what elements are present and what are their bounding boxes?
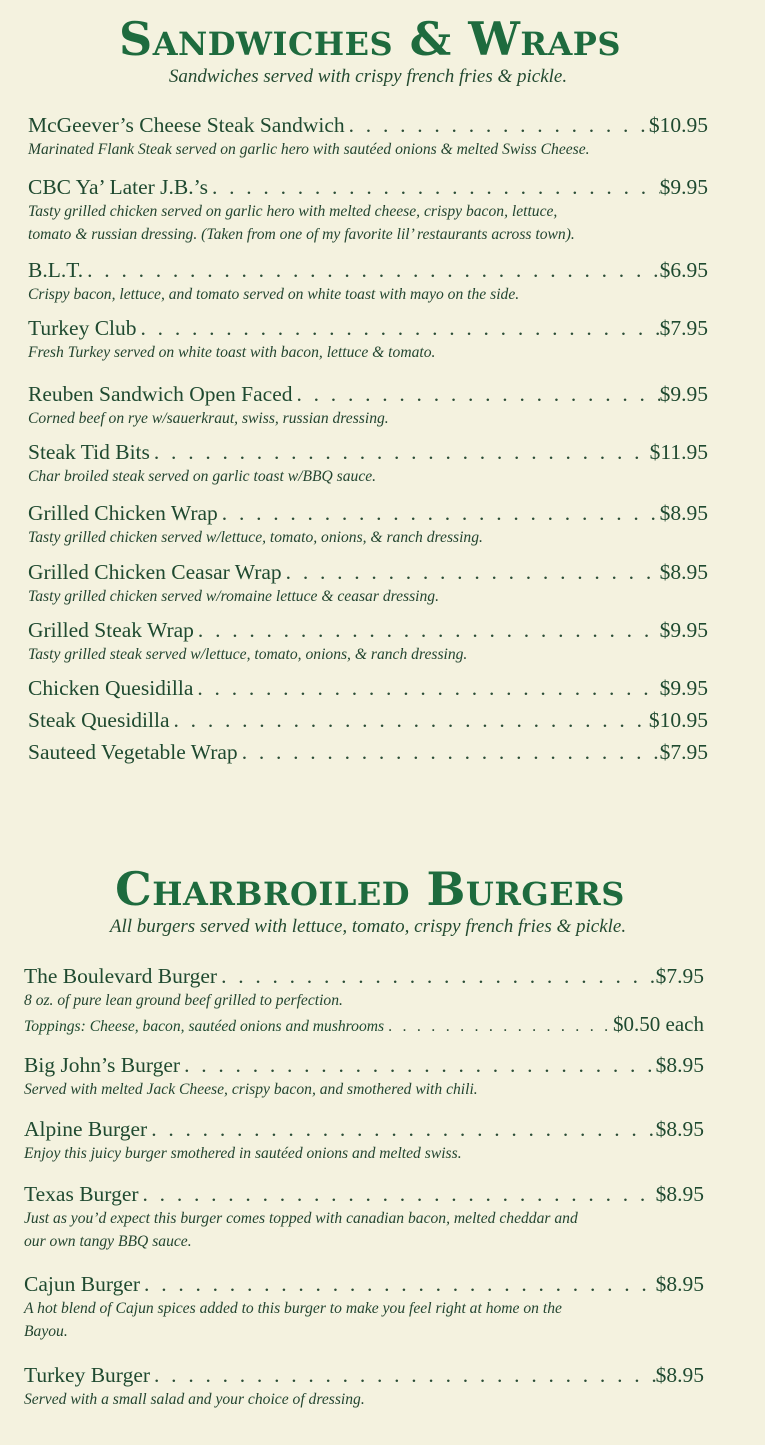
menu-item-description: [28, 585, 708, 608]
menu-item-price: $7.95: [659, 316, 708, 340]
dot-leader: [218, 501, 660, 526]
section-title-burgers: Charbroiled Burgers: [115, 862, 625, 916]
menu-item: [28, 560, 708, 608]
menu-item-price: $9.95: [659, 382, 708, 406]
toppings-label: Toppings: Cheese, bacon, sautéed onions and mushrooms: [24, 1018, 385, 1035]
menu-item-name: McGeever’s Cheese Steak Sandwich: [28, 113, 345, 137]
description-line: Tasty grilled chicken served w/lettuce, tomato, onions, & ranch dressing.: [28, 529, 483, 546]
description-line: Tasty grilled chicken served w/romaine lettuce & ceasar dressing.: [28, 588, 439, 605]
menu-item-description: [28, 643, 708, 666]
menu-item: [28, 175, 708, 246]
dot-leader: [238, 740, 660, 765]
dot-leader: [147, 1117, 655, 1142]
section-subtitle-sandwiches: Sandwiches served with crispy french fries & pickle.: [168, 66, 568, 87]
dot-leader: [139, 1182, 656, 1207]
menu-item-line: [28, 113, 708, 138]
description-line: Corned beef on rye w/sauerkraut, swiss, russian dressing.: [28, 410, 389, 427]
menu-item-price: $8.95: [655, 1272, 704, 1296]
menu-item-line: [28, 740, 708, 765]
menu-item-description: [28, 138, 708, 161]
menu-item-line: [24, 964, 704, 989]
menu-item-description: [24, 1078, 704, 1101]
menu-item: [28, 382, 708, 430]
dot-leader: [345, 113, 649, 138]
dot-leader: [150, 1363, 656, 1388]
menu-item-name: Reuben Sandwich Open Faced: [28, 382, 293, 406]
menu-item-name: Steak Tid Bits: [28, 440, 150, 464]
menu-item: [24, 1117, 704, 1165]
menu-item: [24, 1053, 704, 1101]
menu-item-line: [24, 1182, 704, 1207]
menu-item: [28, 676, 708, 701]
section-subtitle-burgers: All burgers served with lettuce, tomato, crispy french fries & pickle.: [109, 916, 627, 937]
menu-item-price: $9.95: [659, 676, 708, 700]
menu-item-price: $6.95: [659, 258, 708, 282]
menu-item-name: Chicken Quesidilla: [28, 676, 194, 700]
menu-item-line: [28, 501, 708, 526]
menu-item: [28, 740, 708, 765]
menu-item-name: Texas Burger: [24, 1182, 139, 1206]
menu-item-description: [28, 200, 708, 246]
menu-item-name: B.L.T.: [28, 258, 84, 282]
menu-item-name: Alpine Burger: [24, 1117, 148, 1141]
menu-item-line: [28, 382, 708, 407]
menu-item-description: [24, 1207, 704, 1253]
menu-item: [24, 1272, 704, 1343]
menu-item: [28, 113, 708, 161]
menu-item-price: $8.95: [655, 1117, 704, 1141]
menu-item-description: [28, 526, 708, 549]
dot-leader: [384, 1018, 613, 1036]
menu-item: [28, 618, 708, 666]
menu-item-line: [24, 1272, 704, 1297]
menu-item: [28, 501, 708, 549]
menu-item-line: [28, 708, 708, 733]
menu-item-name: Cajun Burger: [24, 1272, 141, 1296]
menu-item-line: [28, 316, 708, 341]
toppings-price: $0.50 each: [613, 1012, 704, 1036]
menu-item-name: Big John’s Burger: [24, 1053, 181, 1077]
menu-item-name: Turkey Club: [28, 316, 137, 340]
dot-leader: [140, 1272, 656, 1297]
menu-item-description: [28, 465, 708, 488]
menu-item-price: $8.95: [655, 1182, 704, 1206]
menu-item-toppings: [24, 1012, 704, 1037]
description-line: our own tangy BBQ sauce.: [24, 1233, 192, 1250]
menu-item: [24, 964, 704, 1037]
menu-item-line: [24, 1117, 704, 1142]
description-line: tomato & russian dressing. (Taken from one of my favorite lil’ restaurants across town).: [28, 226, 575, 243]
description-line: Served with a small salad and your choice of dressing.: [24, 1391, 365, 1408]
menu-item-line: [28, 676, 708, 701]
menu-item-line: [28, 258, 708, 283]
menu-item: [28, 440, 708, 488]
menu-item-price: $10.95: [648, 708, 708, 732]
dot-leader: [217, 964, 656, 989]
description-line: 8 oz. of pure lean ground beef grilled to perfection.: [24, 992, 343, 1009]
menu-item-price: $8.95: [655, 1363, 704, 1387]
menu-item-price: $8.95: [659, 560, 708, 584]
menu-item-name: Grilled Chicken Wrap: [28, 501, 218, 525]
dot-leader: [137, 316, 660, 341]
menu-item-description: [24, 1142, 704, 1165]
menu-item: [28, 258, 708, 306]
menu-item-price: $10.95: [648, 113, 708, 137]
menu-item-price: $11.95: [649, 440, 708, 464]
menu-item-name: Sauteed Vegetable Wrap: [28, 740, 238, 764]
description-line: Crispy bacon, lettuce, and tomato served on white toast with mayo on the side.: [28, 286, 520, 303]
menu-item-name: Grilled Steak Wrap: [28, 618, 194, 642]
menu-item-line: [24, 1053, 704, 1078]
menu-item-description: [24, 1388, 704, 1411]
dot-leader: [208, 175, 660, 200]
dot-leader: [150, 440, 650, 465]
menu-item-line: [24, 1363, 704, 1388]
menu-item-line: [28, 440, 708, 465]
description-line: Tasty grilled steak served w/lettuce, tomato, onions, & ranch dressing.: [28, 646, 468, 663]
menu-item-name: Grilled Chicken Ceasar Wrap: [28, 560, 282, 584]
menu-item-price: $7.95: [659, 740, 708, 764]
menu-item-price: $8.95: [655, 1053, 704, 1077]
menu-item: [24, 1363, 704, 1411]
dot-leader: [180, 1053, 656, 1078]
menu-item-line: [28, 560, 708, 585]
dot-leader: [83, 258, 659, 283]
menu-item-price: $8.95: [659, 501, 708, 525]
menu-item-name: The Boulevard Burger: [24, 964, 218, 988]
dot-leader: [193, 676, 659, 701]
menu-item-description: [28, 341, 708, 364]
description-line: A hot blend of Cajun spices added to this burger to make you feel right at home on the: [24, 1300, 562, 1317]
description-line: Served with melted Jack Cheese, crispy bacon, and smothered with chili.: [24, 1081, 478, 1098]
menu-item-name: Turkey Burger: [24, 1363, 151, 1387]
menu-item-name: Steak Quesidilla: [28, 708, 170, 732]
menu-item-description: [24, 989, 704, 1012]
description-line: Tasty grilled chicken served on garlic hero with melted cheese, crispy bacon, lettuce,: [28, 203, 558, 220]
description-line: Just as you’d expect this burger comes topped with canadian bacon, melted cheddar and: [24, 1210, 578, 1227]
description-line: Char broiled steak served on garlic toast w/BBQ sauce.: [28, 468, 377, 485]
dot-leader: [282, 560, 660, 585]
menu-item-description: [28, 283, 708, 306]
menu-item-line: [28, 175, 708, 200]
dot-leader: [170, 708, 649, 733]
menu-item-name: CBC Ya’ Later J.B.’s: [28, 175, 208, 199]
description-line: Marinated Flank Steak served on garlic hero with sautéed onions & melted Swiss Cheese.: [28, 141, 590, 158]
menu-item: [28, 316, 708, 364]
section-title-sandwiches: Sandwiches & Wraps: [119, 12, 621, 66]
menu-item: [24, 1182, 704, 1253]
menu-item-price: $7.95: [655, 964, 704, 988]
description-line: Fresh Turkey served on white toast with bacon, lettuce & tomato.: [28, 344, 436, 361]
menu-item: [28, 708, 708, 733]
menu-item-line: [28, 618, 708, 643]
menu-item-price: $9.95: [659, 618, 708, 642]
menu-item-price: $9.95: [659, 175, 708, 199]
menu-item-description: [24, 1297, 704, 1343]
description-line: Bayou.: [24, 1323, 68, 1340]
description-line: Enjoy this juicy burger smothered in sautéed onions and melted swiss.: [24, 1145, 462, 1162]
menu-item-description: [28, 407, 708, 430]
dot-leader: [194, 618, 660, 643]
dot-leader: [293, 382, 660, 407]
